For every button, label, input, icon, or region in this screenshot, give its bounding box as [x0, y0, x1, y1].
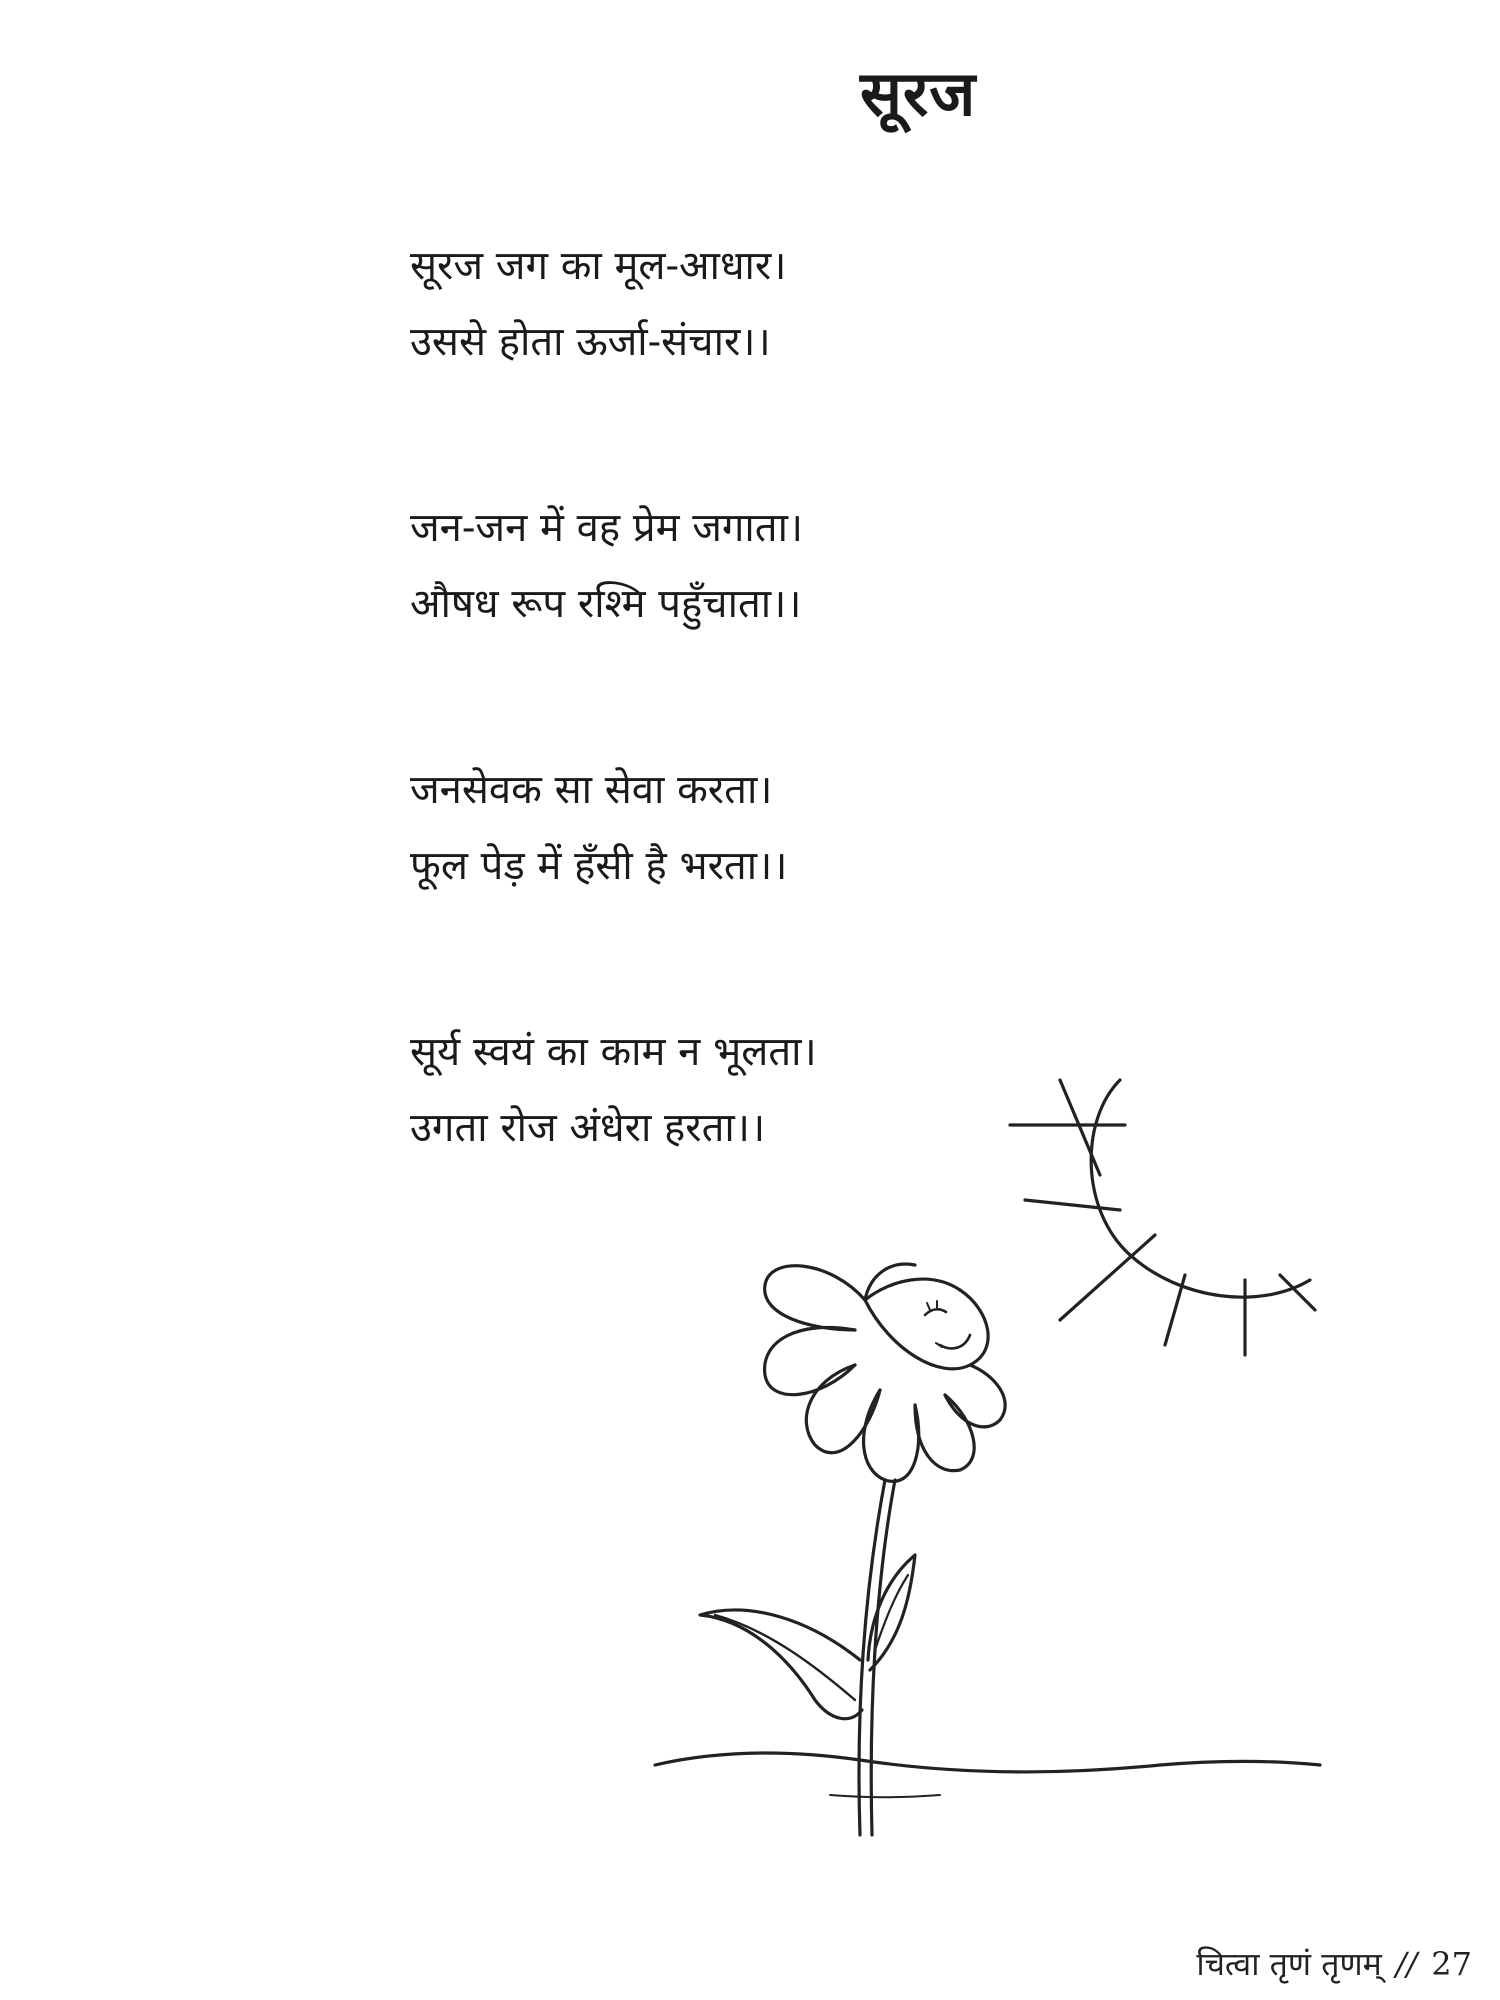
flower-and-sun-illustration	[640, 1060, 1340, 1860]
book-title: चित्वा तृणं तृणम्	[1196, 1945, 1382, 1983]
poem-line: उगता रोज अंधेरा हरता।।	[410, 1105, 766, 1151]
footer-separator: //	[1395, 1945, 1418, 1983]
stanza-3	[410, 752, 1210, 904]
stanza-1	[410, 228, 1210, 380]
sun-icon	[1010, 1080, 1315, 1355]
smiling-flower-icon	[765, 1264, 1006, 1481]
page-footer	[1196, 1942, 1472, 1985]
poem-title: सूरज	[860, 57, 977, 130]
page-number: 27	[1431, 1945, 1472, 1983]
ground-line	[655, 1753, 1320, 1797]
poem-line: जनसेवक सा सेवा करता।	[410, 767, 773, 813]
flower-stem	[859, 1480, 895, 1835]
leaf-left	[700, 1610, 862, 1719]
poem-line: जन-जन में वह प्रेम जगाता।	[410, 505, 804, 551]
poem-line: उससे होता ऊर्जा-संचार।।	[410, 319, 771, 365]
stanza-2	[410, 490, 1210, 642]
poem-line: सूरज जग का मूल-आधार।	[410, 243, 787, 289]
poem-line: सूर्य स्वयं का काम न भूलता।	[410, 1029, 817, 1075]
poem-line: औषध रूप रश्मि पहुँचाता।।	[410, 581, 802, 627]
poem-line: फूल पेड़ में हँसी है भरता।।	[410, 843, 788, 889]
